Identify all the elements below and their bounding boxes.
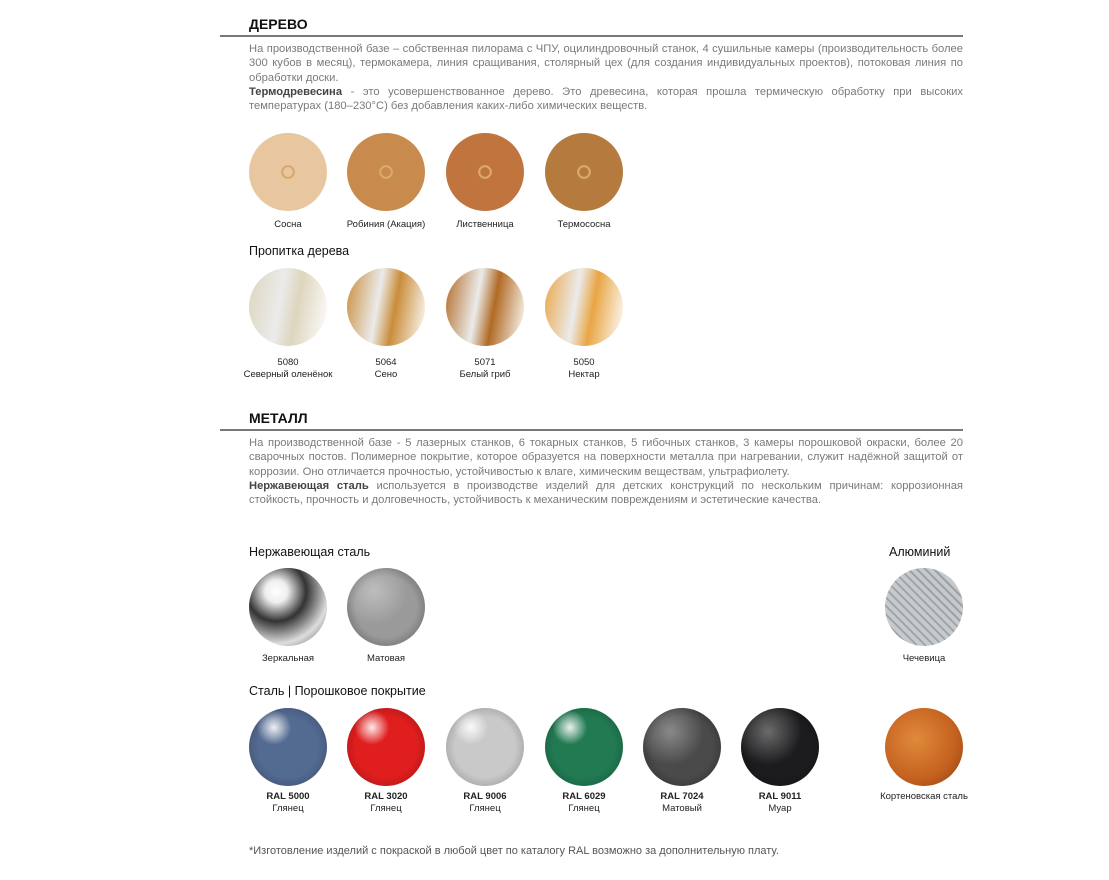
label-line: Матовый [662,802,702,814]
label-line: 5050 [573,357,595,368]
label-line: Нектар [568,368,600,380]
wood-swatch [249,133,327,211]
impregnation-swatch [446,268,524,346]
impregnation-heading: Пропитка дерева [249,244,350,258]
swatch-label [233,219,343,231]
label-line: Сено [374,368,398,380]
label-line: Сосна [274,219,302,230]
aluminium-heading: Алюминий [889,545,951,559]
label-line: RAL 3020 [364,791,408,802]
label-line: Лиственница [456,219,514,230]
powder-swatch [347,708,425,786]
label-line: RAL 9006 [463,791,507,802]
swatch-label [331,219,441,231]
swatch-label [233,357,343,380]
label-line: Термососна [557,219,611,230]
powder-heading: Сталь | Порошковое покрытие [249,684,426,698]
aluminium-swatch [885,568,963,646]
swatch-label [869,791,979,803]
wood-swatch [545,133,623,211]
swatch-label [233,791,343,814]
label-line: RAL 5000 [266,791,310,802]
label-line: Робиния (Акация) [346,219,426,230]
powder-swatch [446,708,524,786]
wood-swatch [347,133,425,211]
label-line: RAL 6029 [562,791,606,802]
label-line: RAL 9011 [758,791,802,802]
wood-swatch [446,133,524,211]
label-line: Глянец [272,802,304,814]
label-line: RAL 7024 [660,791,704,802]
divider [220,35,963,37]
stainless-swatch [249,568,327,646]
swatch-label [430,357,540,380]
label-line: Чечевица [902,653,946,664]
powder-swatch [545,708,623,786]
swatch-label [869,653,979,665]
label-line: Глянец [370,802,402,814]
corten-swatch [885,708,963,786]
wood-description: На производственной базе – собственная пилорама с ЧПУ, оцилиндровочный станок, 4 сушильные камеры (производительность более 300 кубов в месяц), термокамера, линия сращивания, столярный цех (для создания индивидуальных проектов), потоковая линия по обработки доски. Термодревесина - это усовершенствованное дерево. Это древесина, которая прошла термическую обработку при высоких температурах (180–230°C) без добавления каких-либо химических веществ. [249,43,963,113]
powder-swatch [249,708,327,786]
swatch-label [725,791,835,814]
swatch-label [627,791,737,814]
swatch-label [529,357,639,380]
label-line: Кортеновская сталь [880,791,968,802]
label-line: Муар [768,802,792,814]
label-line: Глянец [568,802,600,814]
metal-heading: МЕТАЛЛ [249,410,308,426]
wood-heading: ДЕРЕВО [249,16,308,32]
stainless-heading: Нержавеющая сталь [249,545,371,559]
swatch-label [331,653,441,665]
label-line: 5080 [277,357,299,368]
swatch-label [331,357,441,380]
powder-swatch [741,708,819,786]
label-line: Белый гриб [459,368,511,380]
swatch-label [331,791,441,814]
swatch-label [430,219,540,231]
powder-swatch [643,708,721,786]
divider [220,429,963,431]
metal-description: На производственной базе - 5 лазерных станков, 6 токарных станков, 5 гибочных станков, 3 камеры порошковой окраски, более 20 сварочных постов. Полимерное покрытие, которое образуется на поверхности металла при нагревании, служит надёжной защитой от коррозии. Оно отличается прочностью, устойчивостью к влаге, химическим веществам, ультрафиолету. Нержавеющая сталь используется в производстве изделий для детских конструкций по нескольким причинам: коррозионная стойкость, прочность и долговечность, устойчивость к механическим повреждениям и эстетические качества. [249,437,963,507]
label-line: Матовая [367,653,405,664]
footnote: *Изготовление изделий с покраской в любой цвет по каталогу RAL возможно за дополнительную плату. [249,845,779,857]
impregnation-swatch [545,268,623,346]
swatch-label [529,219,639,231]
label-line: Глянец [469,802,501,814]
swatch-label [529,791,639,814]
stainless-swatch [347,568,425,646]
label-line: 5071 [474,357,496,368]
impregnation-swatch [249,268,327,346]
label-line: 5064 [375,357,397,368]
label-line: Северный оленёнок [243,368,333,380]
swatch-label [233,653,343,665]
label-line: Зеркальная [261,653,315,664]
swatch-label [430,791,540,814]
impregnation-swatch [347,268,425,346]
